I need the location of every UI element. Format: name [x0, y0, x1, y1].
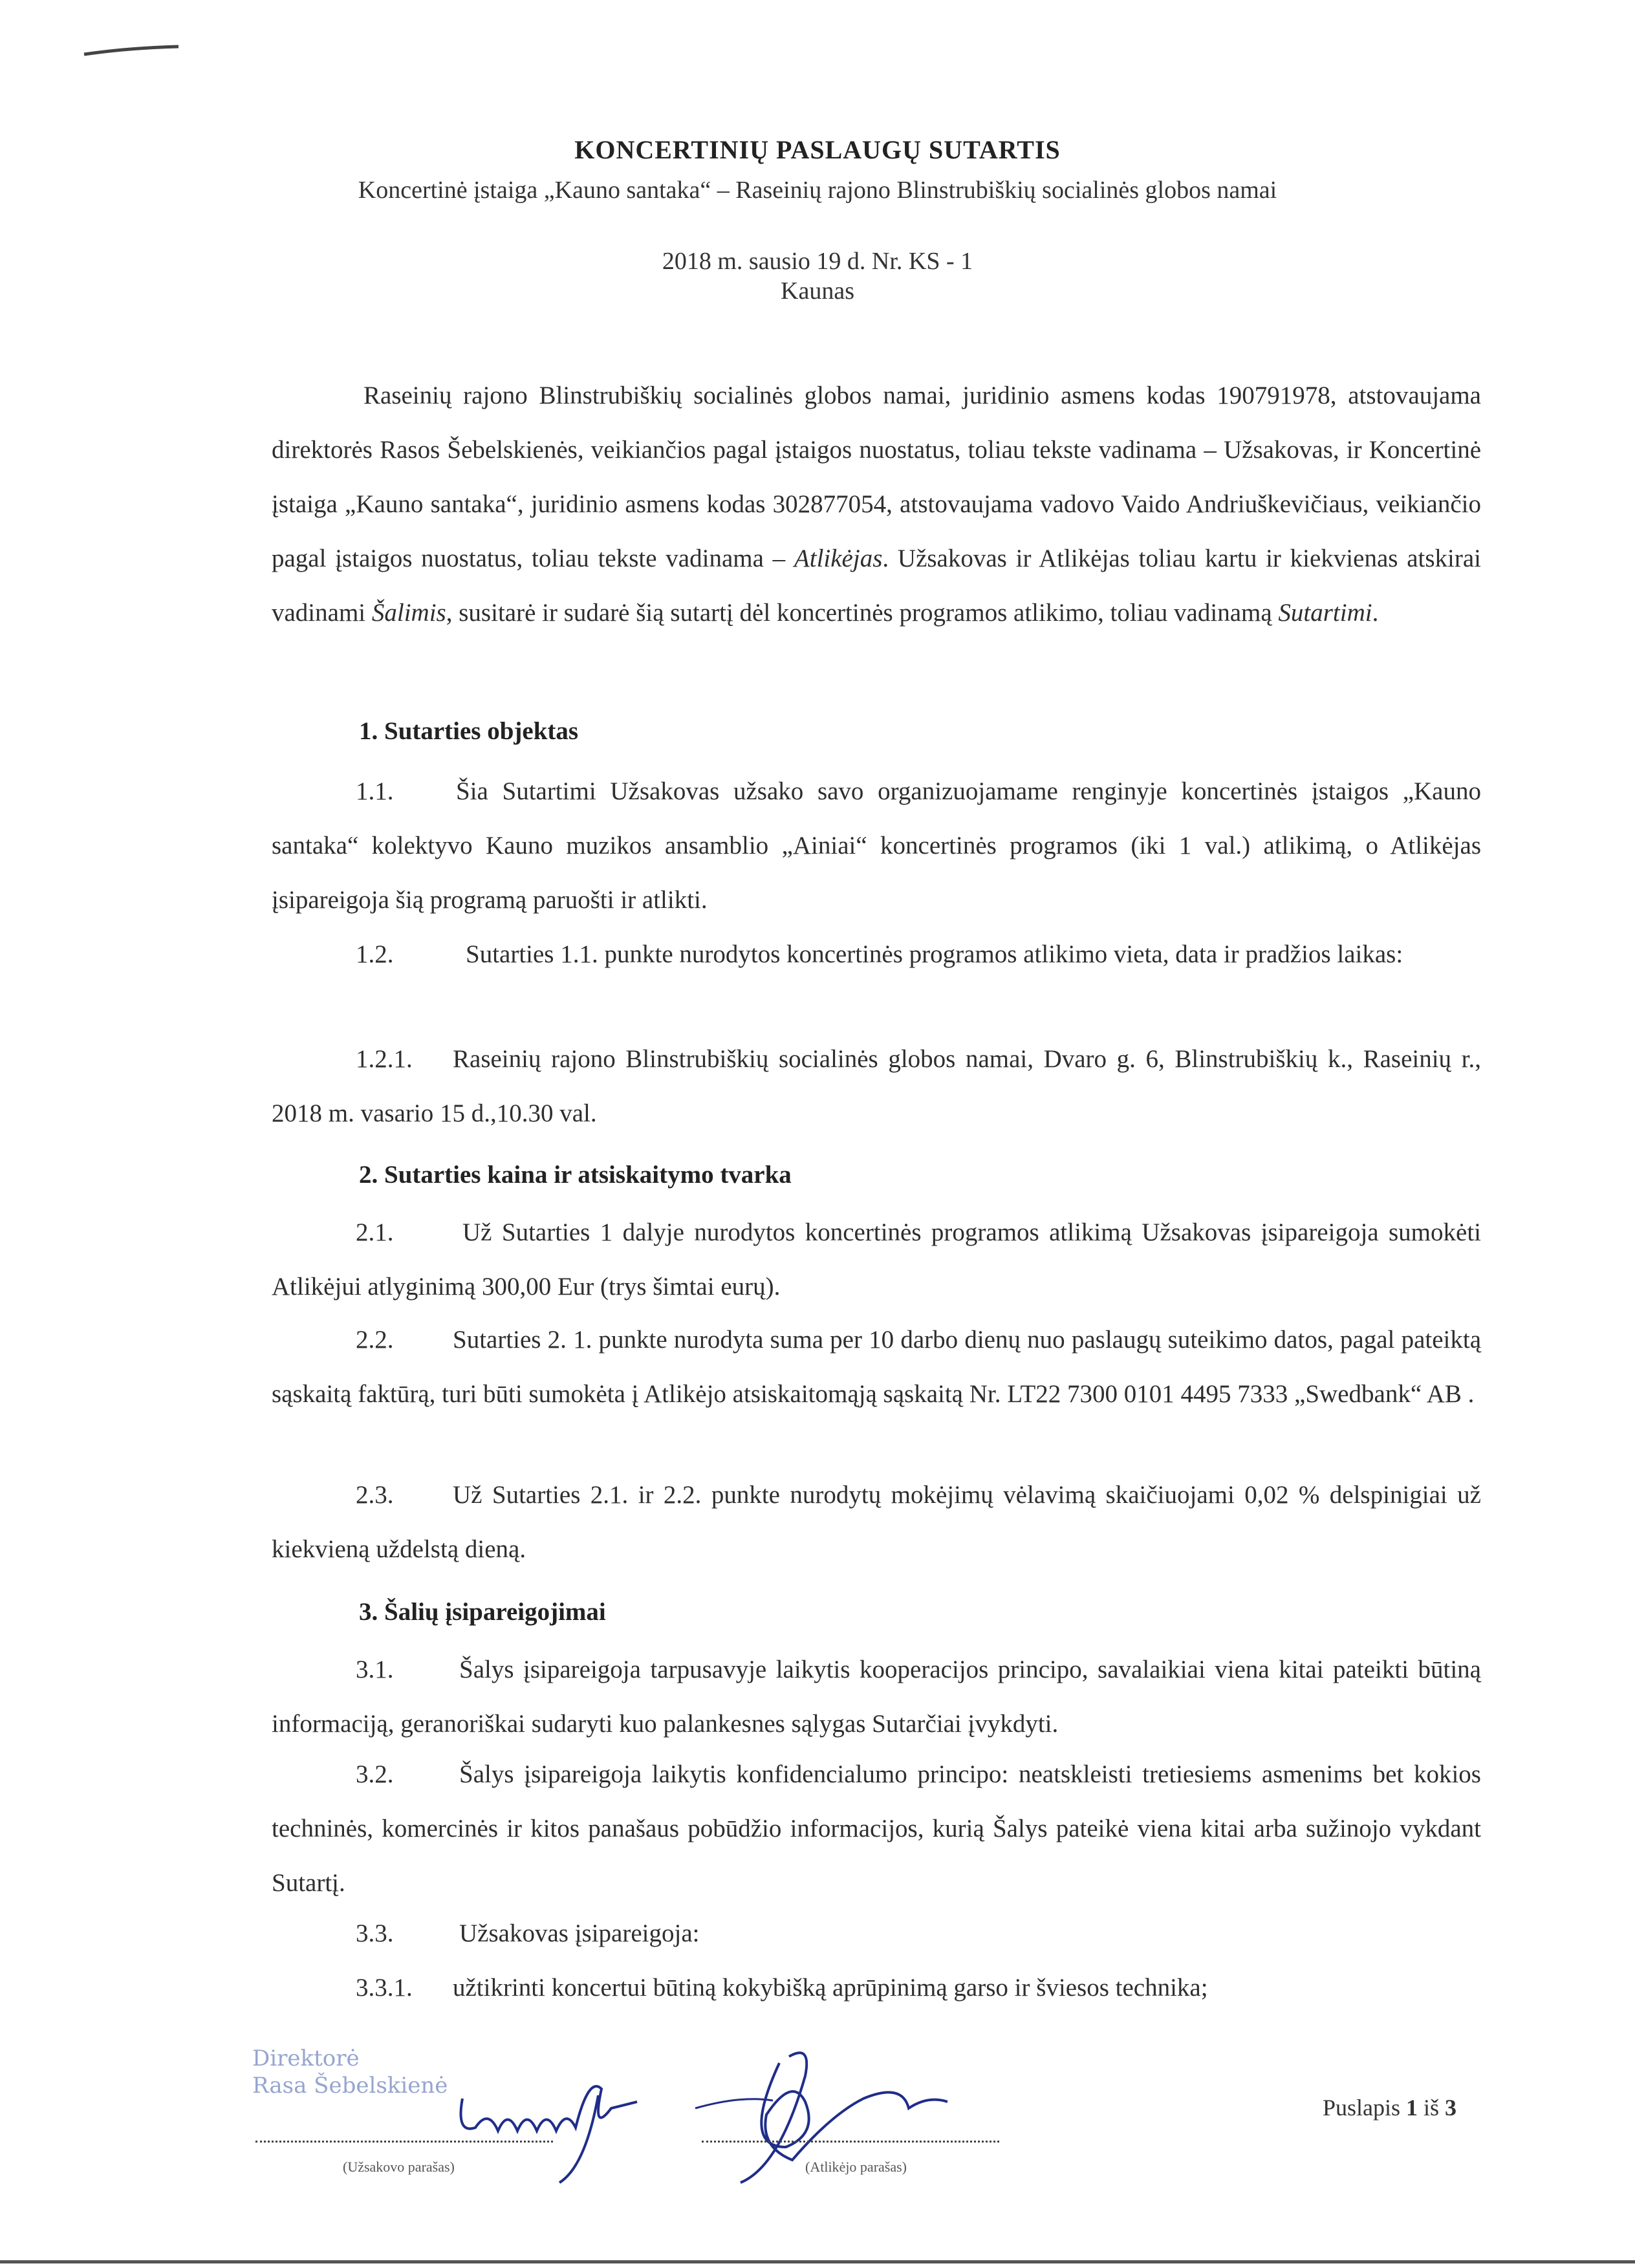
term-contract: Sutartimi: [1278, 599, 1372, 627]
clause-2-1: 2.1. Už Sutarties 1 dalyje nurodytos koncertinės programos atlikimą Užsakovas įsipareigoja sumokėti Atlikėjui atlyginimą 300,00 Eur (trys šimtai eurų).: [272, 1218, 1481, 1301]
performer-signature-caption: (Atlikėjo parašas): [805, 2159, 907, 2175]
clause-3-2: 3.2. Šalys įsipareigoja laikytis konfidencialumo principo: neatskleisti tretiesiems asmenims bet kokios techninės, komercinės ir kitos panašaus pobūdžio informacijos, kurią Šalys pateikė viena kitai arba sužinojo vykdant Sutartį.: [272, 1760, 1481, 1897]
clause-1-2-1: 1.2.1. Raseinių rajono Blinstrubiškių socialinės globos namai, Dvaro g. 6, Blinstrubiškių k., Raseinių r., 2018 m. vasario 15 d.,10.30 val.: [272, 1045, 1481, 1127]
scan-edge-line: [0, 2260, 1635, 2263]
term-performer: Atlikėjas: [794, 545, 883, 572]
clause-3-3: 3.3. Užsakovas įsipareigoja:: [356, 1919, 700, 1947]
section-1-heading: 1. Sutarties objektas: [359, 717, 579, 745]
page-number: Puslapis 1 iš 3: [1323, 2095, 1457, 2121]
scan-mark-icon: [83, 43, 180, 58]
performer-signature-line: [702, 2141, 999, 2143]
section-2-heading: 2. Sutarties kaina ir atsiskaitymo tvarka: [359, 1161, 792, 1189]
document-title: KONCERTINIŲ PASLAUGŲ SUTARTIS: [574, 135, 1061, 164]
clause-2-2: 2.2. Sutarties 2. 1. punkte nurodyta suma per 10 darbo dienų nuo paslaugų suteikimo datos, pagal pateiktą sąskaitą faktūrą, turi būti sumokėta į Atlikėjo atsiskaitomąją sąskaitą Nr. LT22 7300 0101 4495 7333 „Swedbank“ AB .: [272, 1326, 1481, 1408]
intro-paragraph: Raseinių rajono Blinstrubiškių socialinės globos namai, juridinio asmens kodas 190791978, atstovaujama direktorės Rasos Šebelskienės, veikiančios pagal įstaigos nuostatus, toliau tekste vadinama – Užsakovas, ir Koncertinė įstaiga „Kauno santaka“, juridinio asmens kodas 302877054, atstovaujama vadovo Vaido Andriuškevičiaus, veikiančio pagal įstaigos nuostatus, toliau tekste vadinama – Atlikėjas. Užsakovas ir Atlikėjas toliau kartu ir kiekvienas atskirai vadinami Šalimis, susitarė ir sudarė šią sutartį dėl koncertinės programos atlikimo, toliau vadinamą Sutartimi.: [272, 382, 1481, 627]
section-3-heading: 3. Šalių įsipareigojimai: [359, 1598, 606, 1626]
clause-3-3-1: 3.3.1. užtikrinti koncertui būtiną kokybišką aprūpinimą garso ir šviesos technika;: [356, 1974, 1208, 2002]
client-signature-line: [255, 2141, 553, 2143]
clause-3-1: 3.1. Šalys įsipareigoja tarpusavyje laikytis kooperacijos principo, savalaikiai viena kitai pateikti būtiną informaciją, geranoriškai sudaryti kuo palankesnes sąlygas Sutarčiai įvykdyti.: [272, 1656, 1481, 1738]
clause-2-3: 2.3. Už Sutarties 2.1. ir 2.2. punkte nurodytų mokėjimų vėlavimą skaičiuojami 0,02 % delspinigiai už kiekvieną uždelstą dieną.: [272, 1481, 1481, 1563]
term-parties: Šalimis: [371, 599, 446, 627]
client-signature-caption: (Užsakovo parašas): [343, 2159, 455, 2175]
director-stamp: Direktorė Rasa Šebelskienė: [252, 2046, 448, 2099]
document-subtitle: Koncertinė įstaiga „Kauno santaka“ – Raseinių rajono Blinstrubiškių socialinės globos namai: [358, 177, 1277, 204]
document-date: 2018 m. sausio 19 d. Nr. KS - 1: [662, 248, 973, 275]
clause-1-1: 1.1. Šia Sutartimi Užsakovas užsako savo organizuojamame renginyje koncertinės įstaigos „Kauno santaka“ kolektyvo Kauno muzikos ansamblio „Ainiai“ koncertinės programos (iki 1 val.) atlikimą, o Atlikėjas įsipareigoja šią programą paruošti ir atlikti.: [272, 777, 1481, 914]
clause-1-2: 1.2. Sutarties 1.1. punkte nurodytos koncertinės programos atlikimo vieta, data ir pradžios laikas:: [356, 940, 1403, 968]
document-place: Kaunas: [781, 277, 854, 305]
